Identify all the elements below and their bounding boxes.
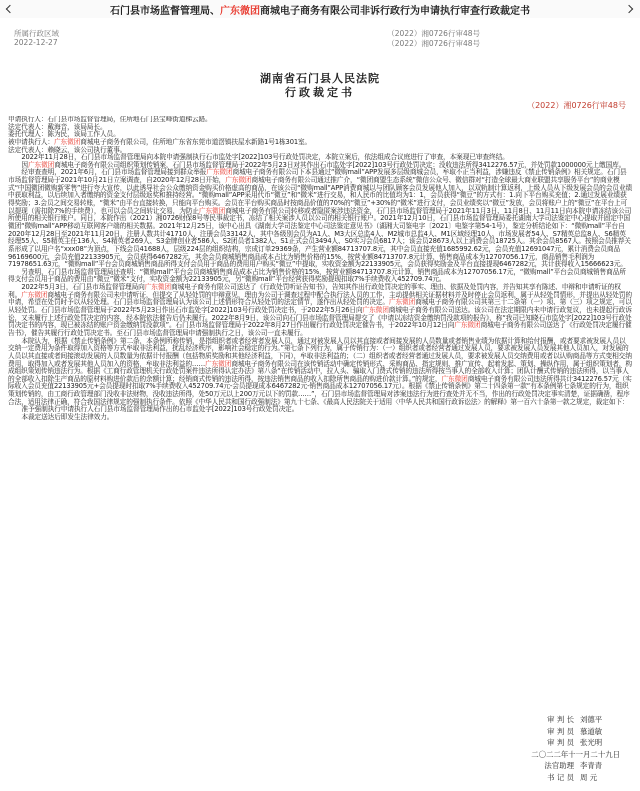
- paragraph-text: 准予强制执行申请执行人石门县市场监督管理局作出的石市监处字[2022]103号行政处罚决定。: [21, 405, 299, 414]
- case-number: （2022）湘0726行审48号: [527, 101, 626, 110]
- paragraph-text: 商城电子商务有限公司送达了《行政处罚决定履行催告书》，催告其履行行政处罚决定书。至石门县市场监督管理局申请强制执行之日，该公司一直未履行。: [8, 321, 632, 337]
- paragraph-text: 商城电子商务有限公司未申请听证，但提交了从轻处罚的申辩意见，理由为公司于调查过程中配合执行法人员的工作，主动提供相关证据材料并及时停止会员返利，属于从轻处罚情形，并提出从轻处罚的申请，希望在处罚时予以从轻处理。石门县市场监督管理局认为该公司上述情形符合从轻处罚的法定情节，遂作出从轻处罚的决定。: [8, 290, 632, 307]
- meta-region: 所属行政区域: [14, 29, 59, 38]
- court-name: 湖南省石门县人民法院: [260, 72, 380, 85]
- doc-type-title: 行政裁定书: [285, 86, 355, 99]
- brand-highlight: 广东微团: [388, 298, 416, 307]
- paragraph-text: 本裁定送达后即发生法律效力。: [21, 412, 114, 421]
- paragraph-text: 商城电子商务有限公司违法所得共计3412276.57元（实际收入会员充值22133905元+会员提现时扣取7%手续费收入452709.74元-会员提现成本6467282元-销售商品成本12707056.17元）。根据《禁止传销条例》第二十四条第一款“有本条例第七条规定的行为，组织策划传销的，由工商行政管理部门没收非法财物，没收违法所得，处50万元以上200万元以下的罚款……”，石门县市场监督管理局对涉案违法行为进行查处并无不当，作出的行政处罚决定事实清楚，证据确凿，程序合法，适用法律正确，符合我国法律规定的强制执行条件。依照《中华人民共和国行政强制法》第九十七条、《最高人民法院关于适用〈中华人民共和国行政诉讼法〉的解释》第一百六十条第一款之规定，裁定如下：: [8, 374, 632, 406]
- brand-highlight: 广东微团: [220, 6, 260, 17]
- paragraph-text: 申请执行人：石门县市场监督管理局，住所地石门县宝峰街道梯云路。: [8, 116, 212, 123]
- brand-highlight: 广东微团: [53, 137, 81, 146]
- signature-row: [531, 772, 620, 784]
- signature-row: [531, 714, 620, 726]
- signature-name: 周 元: [580, 772, 598, 782]
- paragraph-text: 商城电子商务有限公司转移或者隐匿案涉违法资金，石门县市场监督管理局于2021年11月3日、11月8日、11月11日向本院申请冻结该公司所使用的相关银行账户。同日，本院作出（2021）湘0726财保8号等民事裁定书，冻结了相关案涉人员以公司的相关银行账户。2021年12月10日，石门县市场监督管理局委托湖南大学司法鉴定中心提取并固定中国微团“微购mall”APP移动互联网客户端的相关数据。2021年12月25日，该中心出具《湖南大学司法鉴定中心司法鉴定意见书》（湖湘大司鉴电字〔2021〕电鉴字第54-1号），鉴定分析结论如下：“微购mall”平台自2020年12月28日至2021年11月20日，注册人数共计41710人，注册会员33142人，其中各级别会员为A1人、M3大区总监4人、M2城市总监4人、M1区域经理10人、市场发展者54人、S7精英总监8人、S6精英经理55人、S5精英主任136人、S4精英者269人、S3金牌创业者586人、S2团员者1382人、S1正式会员3494人、S0实习会员6817人；该会员28673人以上消费会员18725人。其余会员8567人。按照会员推荐关系形成了以用户名“xxx08”为顶点，下线会员41688人，层级224层的组织结构，宗成订单29369条，产生营业额84713707.8元，其中会员直接充值1685992.62元，会员充值12691047元，累计消费会员商品96169600元，会员充值22133905元，会员获得6467282元，其余会员商城销售商品成本占比为销售价格的15%，按营业额84713707.8元计算，销售商品成本为12707056.17元，商品销售毛利润为71978651.63元，“微购mall”平台会员商城销售商品所得支付会员用于商品的费用用户购买“微豆”中提取，实收资金额为22133905元，会员获得奖励金及平台直接提现6467282元，共计获得收入15666623元。: [8, 206, 632, 269]
- meta-case-no-1: （2022）湘0726行审48号: [387, 29, 480, 38]
- paragraph: [8, 169, 632, 268]
- paragraph-text: 法定代表人：赖晓云，该公司执行董事。: [8, 145, 127, 154]
- signature-row: [531, 749, 620, 761]
- signature-role: 审 判 员: [547, 738, 574, 748]
- paragraph-text: 2022年11月28日，石门县市场监督管理局向本院申请强制执行石市监处字[2022]103号行政处罚决定，本院立案后，依法组成合议庭进行了审查，本案现已审查终结。: [21, 153, 509, 162]
- paragraph-text: 商城电子商务有限公司送达。该公司在法定期限内未申请行政复议，也未提起行政诉讼，又未履行上述行政处罚决定的内容，经本院依法催告后仍未履行。2022年8月9日，该公司向石门县市场监督管理局提交了《申请以冻结资金缴纳罚没款项的报告》，称“我司已知晓石市监处字[2022]103号行政处罚决定书的内容，现已被冻结的账户资金缴纳罚没款项”。石门县市场监督管理局于2022年8月27日作出履行行政处罚决定催告书，于2022年10月12日向: [8, 306, 632, 330]
- signature-row: [531, 737, 620, 749]
- signature-role: 法官助理: [544, 761, 574, 771]
- brand-highlight: 广东微团: [454, 321, 481, 330]
- brand-highlight: 广东微团: [144, 283, 171, 292]
- paragraph-text: 委托代理人：陈为民，该局工作人员。: [8, 130, 120, 139]
- paragraph: [8, 414, 632, 422]
- brand-highlight: 广东微团: [362, 306, 389, 315]
- signature-name: 刘德平: [580, 715, 603, 724]
- paragraph-text: 经审查查明，2021年6月，石门县市场监督管理局接到群众举报: [21, 168, 207, 177]
- paragraph: [8, 284, 632, 337]
- paragraph-text: 商城电子商务有限公司组织策划传销案，石门县市场监督管理局于2022年5月23日对其作出石市监处字[2022]103号行政处罚决定：没收违法所得3412276.57元，并处罚款1000000元上缴国库。: [54, 160, 626, 169]
- ruling-body: [8, 116, 632, 666]
- paragraph-text: 另查明，石门县市场监督管理局还查明：“微购mall”平台会员商城销售商品成本占比为销售价格的15%，按营业额84713707.8元计算，销售商品成本为12707056.17元，“微购mall”平台会员商城销售商品所得支付会员用于商品的费用由“微豆”微米“支付，实收资金额为22133905元，另“微购mall”平台经营获得奖励提现扣取7%手续费收入452709.74元。: [8, 267, 626, 284]
- document-title: 石门县市场监督管理局、广东微团商城电子商务有限公司非诉行政行为申请执行审查行政裁定书: [110, 6, 530, 17]
- meta-date: 2022-12-27: [14, 38, 58, 47]
- paragraph-text: 商城电子商务有限公司，住所地广东省东莞市道滘镇扶屋水新路1号1栋301室。: [80, 137, 312, 146]
- brand-highlight: 广东微团: [441, 374, 468, 383]
- signature-block: [531, 714, 620, 784]
- brand-highlight: 广东微团: [27, 160, 55, 169]
- paragraph-text: 被申请执行人：: [8, 137, 54, 146]
- signature-name: 慕道敏: [580, 726, 603, 736]
- paragraph: [8, 338, 632, 407]
- meta-case-no-2: （2022）湘0726行审48号: [387, 39, 480, 48]
- brand-highlight: 广东微团: [225, 176, 252, 185]
- top-bar: [0, 0, 640, 18]
- paragraph-text: 本院认为，根据《禁止传销条例》第二条，本条例所称传销，是指组织者或者经营者发展人员，通过对被发展人员以其直接或者间接发展的人员数量或者销售业绩为依据计算和给付报酬，或者要求被发展人员以交纳一定费用为条件取得加入资格等方式牟取非法利益，扰乱经济秩序，影响社会稳定的行为。”第七条下列行为，属于传销行为：（一）组织者或者经营者通过发展人员，要求被发展人员发展其他人员加入，对发展的人员以其直接或者间接滚动发展的人员数量为依据计付报酬（包括物质奖励和其他经济利益，下同），牟取非法利益的；（二）组织者或者经营者通过发展人员，要求被发展人员交纳费用或者以认购商品等方式变相交纳费用，取得加入或者发展其他人员加入的资格，牟取非法利益的……: [8, 336, 632, 368]
- signature-date: 二〇二二年十一月二十九日: [531, 749, 620, 759]
- paragraph-text: 商城电子商务有限公司在该传销活动中确定传销形式、采购商品、指定规则、推广宣传、起着发起、策划、操纵作用，属于组织策划者，构成组织策划传销违法行为。根据《工商行政管理机关行政处罚案件违法所得认定办法》第八条“在传销活动中，拉人头、骗取入门费式传销的违法所得按当事人的全部收入计算；团队计酬式传销的违法所得，以当事人的全部收入扣除生产商品的原材料购进价款后的余额计算；经销商式传销的违法所得，按违法销售商品的收入扣除所售商品的购进价款计算。”的规定，: [8, 359, 632, 383]
- brand-highlight: 广东微团: [198, 206, 226, 215]
- paragraph-text: 商城电子商务有限公司下本县通过“微购mall”APP发展多层级商城会员，牟取不正当利益，涉嫌违反《禁止传销条例》相关规定。石门县市场监督管理局于2021年10月21日立案调查，自2020年12月28日开始，: [8, 168, 627, 185]
- signature-role: 书 记 员: [547, 772, 574, 782]
- paragraph: [8, 269, 632, 284]
- signature-role: 审 判 员: [547, 726, 574, 736]
- paragraph-text: 商城电子商务有限公司送达了《行政处罚听证告知书》，告知其作出行政处罚决定的事实、理由、依据及处罚内容，并告知其享有陈述、申辩和申请听证的权利。: [8, 283, 621, 299]
- paragraph-text: 法定代表人：戴海音，该局局长。: [8, 122, 107, 131]
- paragraph-text: 2022年5月3日，石门县市场监督管理局向: [21, 283, 145, 292]
- paragraph-text: 商城电子商务有限公司其第三十二条第（一）项、第（三）项之规定，可以从轻处罚。石门县市场监督管理局于2022年5月23日作出石市监处字[2022]103号行政处罚决定书，于2022年5月26日向: [8, 298, 632, 315]
- signature-row: [531, 726, 620, 738]
- signature-role: 审 判 长: [547, 715, 574, 724]
- brand-highlight: 广东微团: [205, 359, 232, 368]
- signature-name: 张光明: [580, 738, 603, 748]
- paragraph-text: 商城电子商务有限公司通过推广介，“微团商盟生态系统”微信公众号、微信群对“打造全球最大商业联盟共享服务平台”的商业模式“中国微团微购新零售”进行夸大宣传，以此诱导社会公众缴纳资金购买价格虚高的商品，在该公司“微购mall”APP消费商城以与团队顾客会员发展他人加入，以双轨制计算返利，上级人员从下级发展会员的会员业绩中获取利益，以后续加入者缴纳的资金支付层级返奖和推持经营。“微购mall”APP采用代币“微豆”和“微米”进行交易，和人民币的比值均为1：1，会员获得“微豆”的方式有：1.向下平台购买充值；2.通过发展业绩获得奖励；3.会员之间交易转账，“微米”由平台直接转换，只能向平台购买。会员在平台购买商品时按商品价值的70%的“微豆”+30%的“微米”进行支付，会员业绩奖以“微豆”发放，会员将账户上的“微豆”在平台上可以提现（需扣除7%的手续费），也可以会员之间转让交易，为防止: [8, 176, 632, 215]
- signature-name: 李青青: [580, 761, 603, 771]
- chevron-right-icon[interactable]: [624, 3, 636, 15]
- brand-highlight: 广东微团: [21, 290, 48, 299]
- paragraph-text: 因: [21, 160, 28, 169]
- signature-row: [531, 760, 620, 772]
- brand-highlight: 广东微团: [206, 168, 233, 177]
